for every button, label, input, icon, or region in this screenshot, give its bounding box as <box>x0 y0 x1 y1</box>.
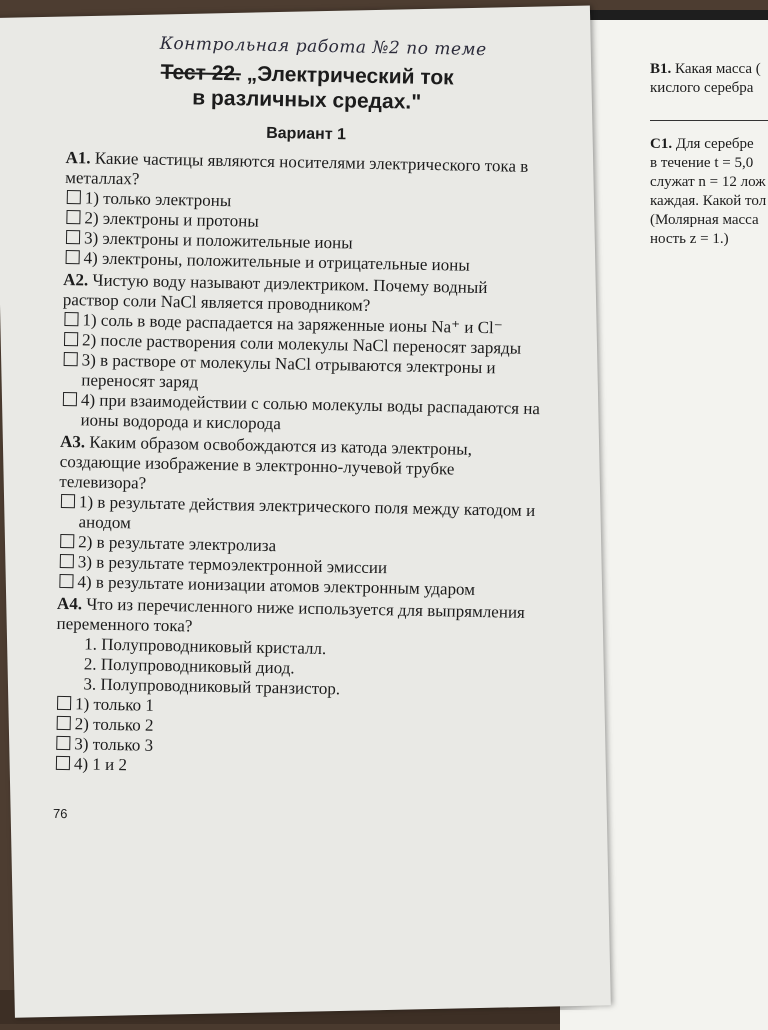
question-c1-line6: ность z = 1.) <box>650 231 729 247</box>
answer-option[interactable]: 1) в результате действия электрического поля между катодом и анодом <box>58 492 539 541</box>
question-number: A4. <box>56 593 83 614</box>
question-c1-line4: каждая. Какой тол <box>650 193 767 209</box>
checkbox[interactable] <box>64 352 78 366</box>
question-c1-number: C1. <box>650 136 673 152</box>
checkbox[interactable] <box>60 554 74 568</box>
answer-option[interactable]: 2) электроны и протоны <box>64 208 544 237</box>
left-page-content <box>53 32 548 833</box>
title-line2: в различных средах <box>192 86 406 114</box>
question-text: Чистую воду называют диэлектриком. Почему водный раствор соли NaCl является проводником? <box>62 270 488 315</box>
checkbox[interactable] <box>64 312 78 326</box>
question-c1-line5: (Молярная масса <box>650 212 759 228</box>
answer-option[interactable]: 4) в результате ионизации атомов электронным ударом <box>57 572 537 601</box>
question-c1-line1: Для серебре <box>675 136 754 152</box>
question-b1-line2: кислого серебра <box>650 80 754 96</box>
page-number: 76 <box>52 805 68 822</box>
answer-option[interactable]: 1) только 1 <box>55 694 535 723</box>
variant-heading: Вариант 1 <box>266 124 347 144</box>
page-title <box>67 58 548 117</box>
list-item: 2. Полупроводниковый диод. <box>83 654 295 678</box>
checkbox[interactable] <box>59 574 73 588</box>
checkbox[interactable] <box>60 534 74 548</box>
title-quote-close: ." <box>405 90 422 114</box>
question-text: Какие частицы являются носителями электрического тока в металлах? <box>65 148 529 189</box>
question-number: A2. <box>63 269 89 290</box>
answer-option[interactable]: 3) в растворе от молекулы NaCl отрываются электроны и переносят заряд <box>61 350 542 399</box>
checkbox[interactable] <box>56 736 70 750</box>
question-c1 <box>650 135 768 249</box>
answer-option[interactable]: 1) соль в воде распадается на заряженные ионы Na⁺ и Cl⁻ <box>62 310 542 339</box>
answer-option[interactable]: 4) 1 и 2 <box>54 754 534 783</box>
list-item: 1. Полупроводниковый кристалл. <box>84 634 327 659</box>
answer-option[interactable]: 3) в результате термоэлектронной эмиссии <box>58 552 538 581</box>
item-list <box>55 634 536 703</box>
title-line1: Электрический ток <box>257 62 454 90</box>
checkbox[interactable] <box>61 494 75 508</box>
question-b1-number: B1. <box>650 61 672 77</box>
list-item: 3. Полупроводниковый транзистор. <box>83 674 341 699</box>
right-page-content <box>650 60 768 249</box>
struck-title-prefix: Тест 22. <box>160 60 242 86</box>
handwritten-note: Контрольная работа №2 по теме <box>159 33 487 61</box>
checkbox[interactable] <box>66 250 80 264</box>
answer-option[interactable]: 2) только 2 <box>55 714 535 743</box>
answer-option[interactable]: 3) электроны и положительные ионы <box>64 228 544 257</box>
answer-option[interactable]: 4) электроны, положительные и отрицательные ионы <box>63 248 543 277</box>
answer-option[interactable]: 2) в результате электролиза <box>58 532 538 561</box>
answer-option[interactable]: 4) при взаимодействии с солью молекулы воды распадаются на ионы водорода и кислорода <box>60 390 541 439</box>
answer-option[interactable]: 3) только 3 <box>54 734 534 763</box>
question-c1-line3: служат n = 12 лож <box>650 174 766 190</box>
checkbox[interactable] <box>56 756 70 770</box>
answer-line <box>650 120 768 121</box>
checkbox[interactable] <box>66 210 80 224</box>
checkbox[interactable] <box>66 230 80 244</box>
title-quote-open: „ <box>246 62 258 86</box>
checkbox[interactable] <box>63 392 77 406</box>
answer-option[interactable]: 2) после растворения соли молекулы NaCl переносят заряды <box>62 330 542 359</box>
question-text: Каким образом освобождаются из катода электроны, создающие изображение в электронно-лучевой трубке телевизора? <box>59 432 473 493</box>
question-a3 <box>59 432 540 501</box>
question-b1-line1: Какая масса ( <box>675 61 761 77</box>
question-c1-line2: в течение t = 5,0 <box>650 155 754 171</box>
checkbox[interactable] <box>64 332 78 346</box>
answer-option[interactable]: 1) только электроны <box>65 188 545 217</box>
question-text: Что из перечисленного ниже используется для выпрямления переменного тока? <box>56 594 526 636</box>
checkbox[interactable] <box>67 190 81 204</box>
checkbox[interactable] <box>57 716 71 730</box>
question-b1 <box>650 60 768 98</box>
question-number: A1. <box>65 147 91 168</box>
question-number: A3. <box>59 431 86 452</box>
checkbox[interactable] <box>57 696 71 710</box>
